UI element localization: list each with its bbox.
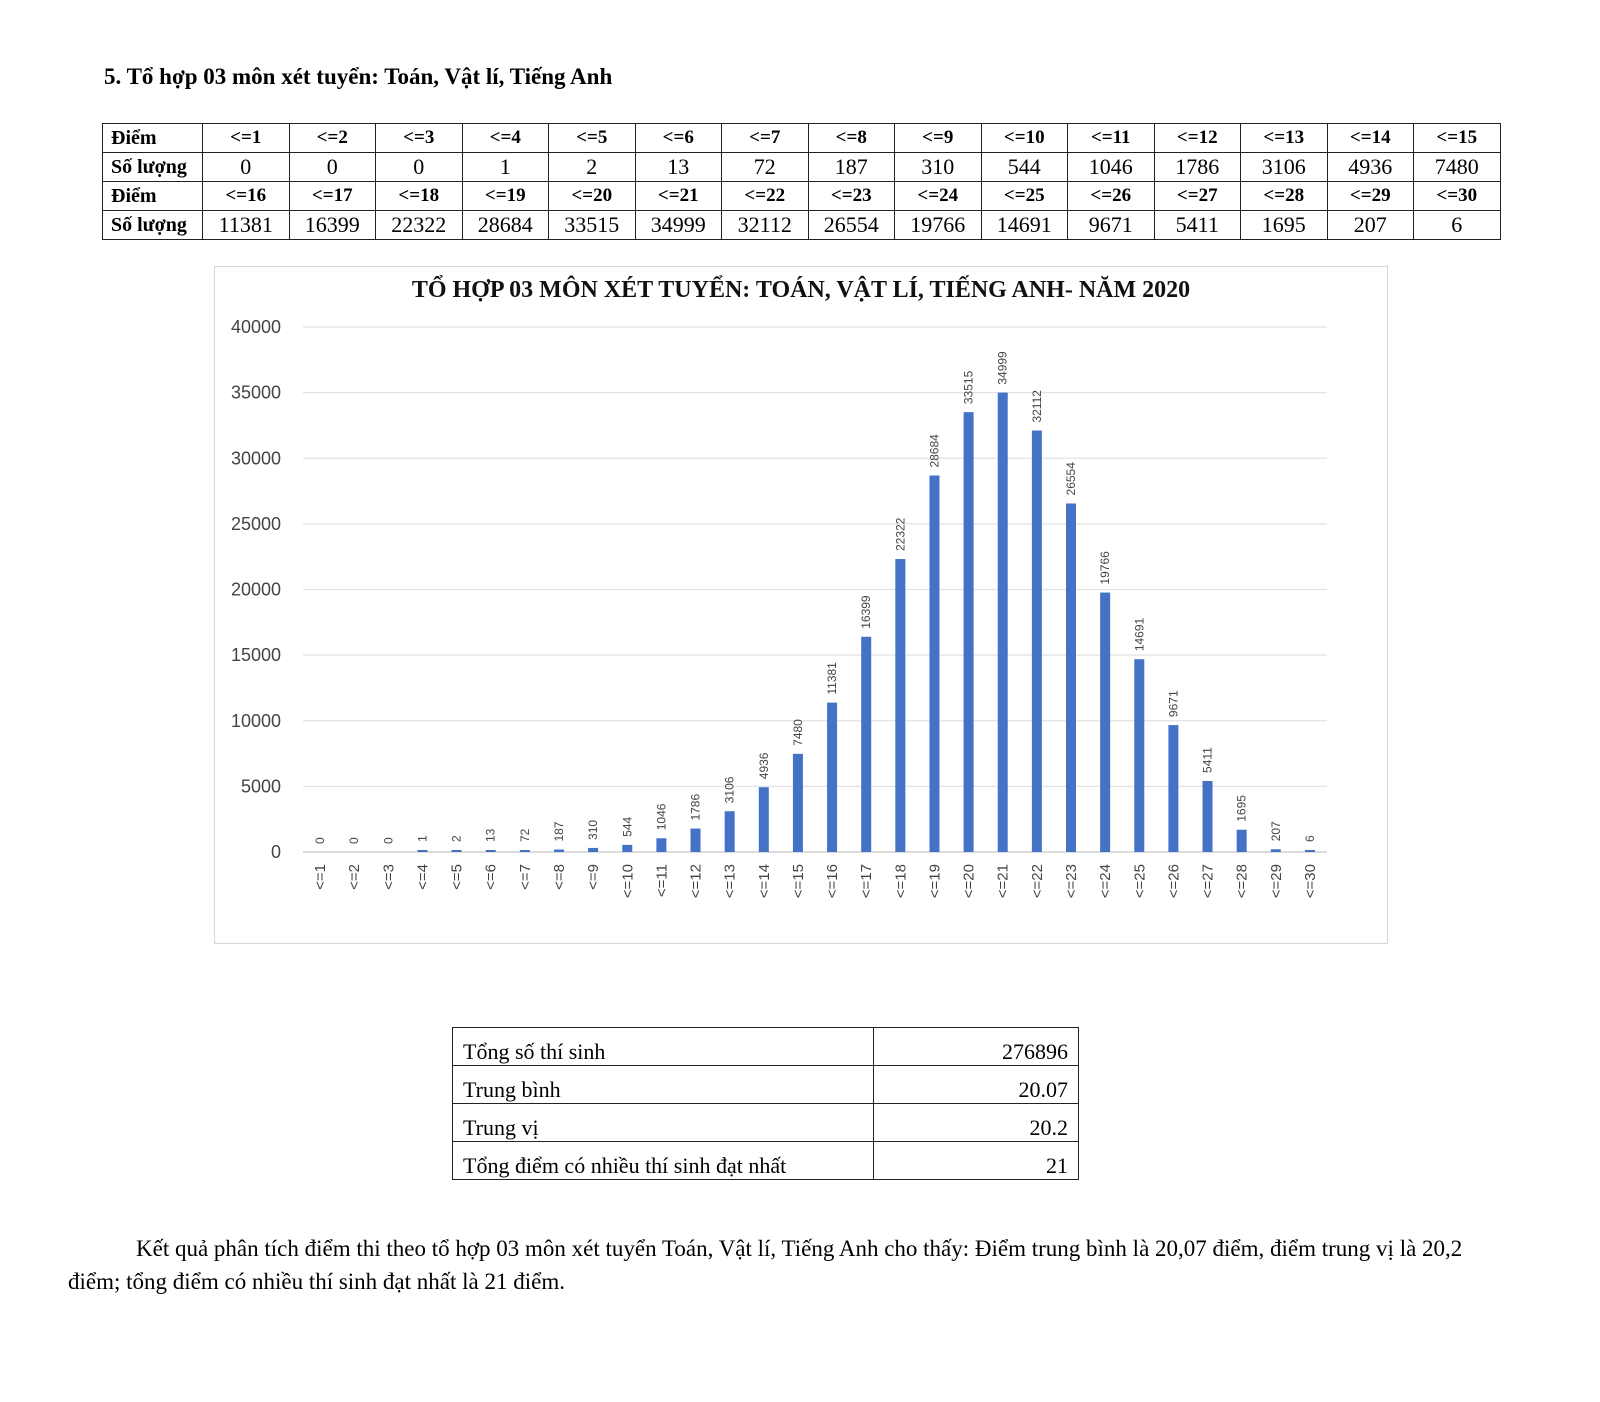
bar [691,829,701,852]
score-distribution-table [102,123,1501,240]
x-tick-label: <=20 [960,864,978,899]
x-tick-label: <=10 [619,864,637,899]
score-cell: <=30 [1414,182,1501,211]
row-label-count: Số lượng [103,211,203,240]
bar [1134,659,1144,852]
score-cell: <=20 [549,182,636,211]
score-cell: <=21 [635,182,722,211]
count-cell: 26554 [808,211,895,240]
score-cell: <=4 [462,124,549,153]
bar [588,848,598,852]
count-cell: 7480 [1414,153,1501,182]
x-tick-label: <=5 [448,864,466,890]
data-label: 13 [483,828,498,842]
bar-chart [214,266,1388,944]
x-tick-label: <=26 [1165,864,1183,899]
stats-label: Tổng số thí sinh [453,1028,874,1066]
count-cell: 32112 [722,211,809,240]
x-tick-label: <=28 [1233,864,1251,899]
y-tick-label: 10000 [230,710,281,731]
bar [895,559,905,852]
bar [622,845,632,852]
count-cell: 3106 [1241,153,1328,182]
score-cell: <=9 [895,124,982,153]
x-tick-label: <=16 [824,864,842,899]
count-cell: 28684 [462,211,549,240]
score-row [103,182,1501,211]
count-cell: 72 [722,153,809,182]
score-cell: <=27 [1154,182,1241,211]
bar [1032,431,1042,852]
count-cell: 1046 [1068,153,1155,182]
count-cell: 4936 [1327,153,1414,182]
data-label: 310 [586,819,601,840]
score-cell: <=17 [289,182,376,211]
data-label: 32112 [1029,390,1044,423]
data-label: 6 [1302,835,1317,842]
count-cell: 19766 [895,211,982,240]
score-cell: <=29 [1327,182,1414,211]
score-cell: <=18 [376,182,463,211]
data-label: 4936 [756,752,771,780]
score-cell: <=6 [635,124,722,153]
score-cell: <=10 [981,124,1068,153]
count-cell: 0 [289,153,376,182]
row-label-count: Số lượng [103,153,203,182]
bar [520,850,530,852]
score-cell: <=15 [1414,124,1501,153]
score-row [103,124,1501,153]
data-label: 1786 [688,793,703,821]
x-tick-label: <=6 [482,864,500,890]
bar [759,787,769,852]
data-label: 9671 [1166,690,1181,718]
score-cell: <=2 [289,124,376,153]
section-heading: 5. Tổ hợp 03 môn xét tuyển: Toán, Vật lí, Tiếng Anh [104,64,613,89]
x-tick-label: <=11 [653,864,671,898]
count-cell: 5411 [1154,211,1241,240]
bar [725,811,735,852]
x-tick-label: <=2 [346,864,364,890]
data-label: 11381 [825,662,840,695]
x-tick-label: <=29 [1267,864,1285,899]
count-row [103,211,1501,240]
x-tick-label: <=1 [312,864,330,890]
count-cell: 11381 [203,211,290,240]
stats-value: 276896 [874,1028,1079,1066]
score-cell: <=16 [203,182,290,211]
score-cell: <=5 [549,124,636,153]
count-cell: 34999 [635,211,722,240]
data-label: 26554 [1064,462,1078,496]
x-tick-label: <=12 [687,864,705,899]
stats-value: 20.2 [874,1104,1079,1142]
score-cell: <=28 [1241,182,1328,211]
x-tick-label: <=25 [1131,864,1149,899]
data-label: 2 [449,835,464,842]
x-tick-label: <=24 [1097,864,1115,899]
count-cell: 1695 [1241,211,1328,240]
row-label-score: Điểm [103,182,203,211]
data-label: 5411 [1200,747,1215,773]
count-cell: 544 [981,153,1068,182]
score-cell: <=13 [1241,124,1328,153]
bar [1237,830,1247,852]
stats-value: 21 [874,1142,1079,1180]
data-label: 3106 [722,776,737,804]
score-cell: <=23 [808,182,895,211]
x-tick-label: <=27 [1199,864,1217,899]
count-cell: 9671 [1068,211,1155,240]
data-label: 22322 [893,517,908,552]
score-cell: <=3 [376,124,463,153]
count-cell: 13 [635,153,722,182]
summary-stats-table [452,1027,1079,1180]
score-cell: <=11 [1068,124,1155,153]
score-cell: <=8 [808,124,895,153]
count-row [103,153,1501,182]
x-tick-label: <=17 [858,864,876,899]
bar [964,412,974,852]
score-cell: <=24 [895,182,982,211]
data-label: 544 [620,816,635,837]
chart-title: TỔ HỢP 03 MÔN XÉT TUYỂN: TOÁN, VẬT LÍ, TIẾNG ANH- NĂM 2020 [411,277,1191,303]
score-cell: <=14 [1327,124,1414,153]
summary-paragraph: Kết quả phân tích điểm thi theo tổ hợp 03 môn xét tuyển Toán, Vật lí, Tiếng Anh cho thấy: Điểm trung bình là 20,07 điểm, điểm trung vị là 20,2 điểm; tổng điểm có nhiều thí sinh đạt nhất là 21 điểm. [68,1236,1463,1294]
score-cell: <=1 [203,124,290,153]
data-label: 19766 [1098,551,1113,585]
x-tick-label: <=4 [414,864,432,890]
count-cell: 1 [462,153,549,182]
score-cell: <=7 [722,124,809,153]
count-cell: 2 [549,153,636,182]
stats-label: Trung vị [453,1104,874,1142]
data-label: 72 [517,828,532,842]
count-cell: 207 [1327,211,1414,240]
bar [417,850,427,852]
bar [1168,725,1178,852]
data-label: 14691 [1132,617,1147,652]
x-tick-label: <=8 [551,864,568,890]
bar [452,850,462,852]
y-tick-label: 15000 [230,645,281,666]
bar [1066,503,1076,852]
y-tick-label: 5000 [240,776,281,797]
count-cell: 0 [376,153,463,182]
x-tick-label: <=3 [380,864,398,890]
bar [827,703,837,852]
count-cell: 16399 [289,211,376,240]
score-cell: <=19 [462,182,549,211]
bar [656,838,666,852]
bar [1305,850,1315,852]
count-cell: 33515 [549,211,636,240]
data-label: 33515 [961,370,976,405]
stats-value: 20.07 [874,1066,1079,1104]
y-tick-label: 20000 [230,579,281,600]
y-tick-label: 0 [270,842,281,862]
x-tick-label: <=22 [1028,864,1046,899]
data-label: 28684 [927,434,942,468]
count-cell: 310 [895,153,982,182]
count-cell: 6 [1414,211,1501,240]
chart-svg [215,267,1387,943]
bar [486,850,496,852]
y-tick-label: 25000 [230,513,281,534]
row-label-score: Điểm [103,124,203,153]
bar [793,754,803,852]
bar [861,637,871,852]
bar [1100,593,1110,852]
y-tick-label: 30000 [230,448,281,469]
y-tick-label: 40000 [230,317,281,337]
score-cell: <=25 [981,182,1068,211]
x-tick-label: <=23 [1063,864,1080,899]
data-label: 0 [347,837,362,844]
x-tick-label: <=18 [892,864,910,899]
x-tick-label: <=13 [721,864,739,899]
data-label: 7480 [790,719,805,746]
data-label: 1 [415,835,430,842]
stats-row [453,1066,1079,1104]
data-label: 187 [552,821,566,842]
x-tick-label: <=30 [1301,864,1319,899]
x-tick-label: <=9 [585,864,603,890]
data-label: 1046 [654,803,669,831]
score-cell: <=22 [722,182,809,211]
score-cell: <=26 [1068,182,1155,211]
bar [554,850,564,852]
score-cell: <=12 [1154,124,1241,153]
data-label: 16399 [859,595,874,629]
stats-row [453,1142,1079,1180]
count-cell: 0 [203,153,290,182]
bar [998,393,1008,852]
stats-label: Trung bình [453,1066,874,1104]
stats-row [453,1104,1079,1142]
bar [1271,849,1281,852]
stats-label: Tổng điểm có nhiều thí sinh đạt nhất [453,1142,874,1180]
bar [1203,781,1213,852]
x-tick-label: <=21 [994,864,1012,899]
count-cell: 22322 [376,211,463,240]
count-cell: 1786 [1154,153,1241,182]
bar [929,476,939,852]
x-tick-label: <=15 [789,864,807,899]
y-tick-label: 35000 [230,382,281,403]
x-tick-label: <=7 [516,864,534,890]
count-cell: 187 [808,153,895,182]
data-label: 34999 [995,351,1010,385]
data-label: 0 [381,837,396,844]
data-label: 207 [1268,821,1283,842]
x-tick-label: <=19 [926,864,944,899]
stats-row [453,1028,1079,1066]
x-tick-label: <=14 [755,864,773,899]
data-label: 1695 [1234,795,1249,822]
count-cell: 14691 [981,211,1068,240]
data-label: 0 [313,837,328,844]
